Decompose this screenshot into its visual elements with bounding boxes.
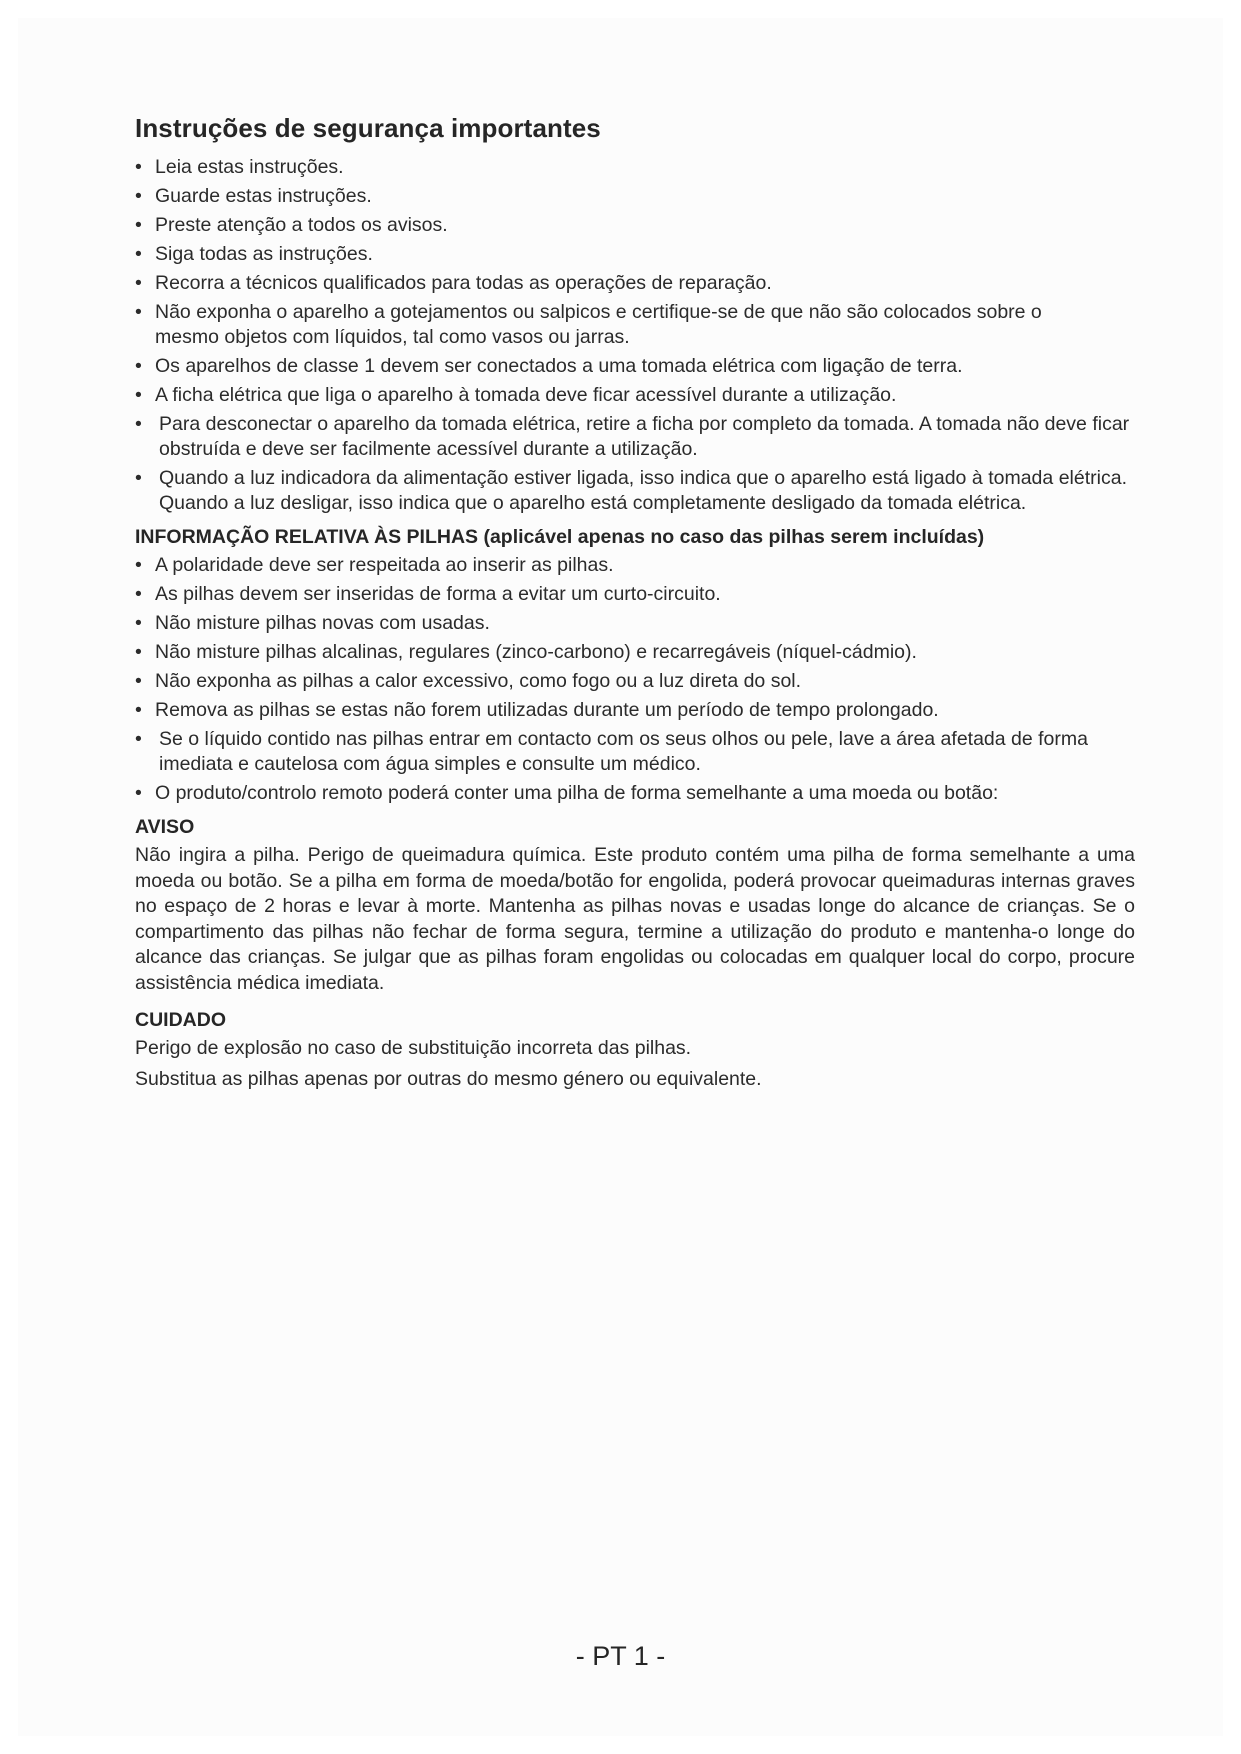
page-title: Instruções de segurança importantes [135, 113, 601, 143]
list-item: • Quando a luz indicadora da alimentação estiver ligada, isso indica que o aparelho está ligado à tomada elétrica. Quando a luz desligar, isso indica que o aparelho está completamente desligado da tomada elétrica. [135, 466, 1135, 516]
battery-info-list [135, 553, 1135, 806]
battery-info-heading: INFORMAÇÃO RELATIVA ÀS PILHAS (aplicável apenas no caso das pilhas serem incluídas) [135, 526, 985, 548]
list-item: • Guarde estas instruções. [135, 184, 1135, 209]
warning-text: Não ingira a pilha. Perigo de queimadura química. Este produto contém uma pilha de forma semelhante a uma moeda ou botão. Se a pilha em forma de moeda/botão for engolida, poderá provocar queimaduras internas graves no espaço de 2 horas e levar à morte. Mantenha as pilhas novas e usadas longe do alcance de crianças. Se o compartimento das pilhas não fechar de forma segura, termine a utilização do produto e mantenha-o longe do alcance das crianças. Se julgar que as pilhas foram engolidas ou colocadas em qualquer local do corpo, procure assistência médica imediata. [135, 844, 1135, 994]
list-item: • As pilhas devem ser inseridas de forma a evitar um curto-circuito. [135, 582, 1135, 607]
list-item: • Se o líquido contido nas pilhas entrar em contacto com os seus olhos ou pele, lave a área afetada de forma imediata e cautelosa com água simples e consulte um médico. [135, 727, 1135, 777]
caution-line: Perigo de explosão no caso de substituição incorreta das pilhas. [135, 1037, 692, 1059]
list-item: • Preste atenção a todos os avisos. [135, 213, 1135, 238]
list-item: • A polaridade deve ser respeitada ao inserir as pilhas. [135, 553, 1135, 578]
safety-instructions-list [135, 155, 1135, 516]
list-item: • O produto/controlo remoto poderá conter uma pilha de forma semelhante a uma moeda ou botão: [135, 781, 1135, 806]
list-item: • Remova as pilhas se estas não forem utilizadas durante um período de tempo prolongado. [135, 698, 1135, 723]
warning-heading: AVISO [135, 816, 195, 838]
list-item: • Siga todas as instruções. [135, 242, 1135, 267]
list-item: • A ficha elétrica que liga o aparelho à tomada deve ficar acessível durante a utilização. [135, 383, 1135, 408]
page-number: - PT 1 - [575, 1641, 666, 1671]
list-item: • Recorra a técnicos qualificados para todas as operações de reparação. [135, 271, 1135, 296]
list-item: • Não misture pilhas alcalinas, regulares (zinco-carbono) e recarregáveis (níquel-cádmio). [135, 640, 1135, 665]
document-body [135, 113, 1135, 1097]
list-item: • Não exponha o aparelho a gotejamentos ou salpicos e certifique-se de que não são colocados sobre o mesmo objetos com líquidos, tal como vasos ou jarras. [135, 300, 1135, 350]
list-item: • Não exponha as pilhas a calor excessivo, como fogo ou a luz direta do sol. [135, 669, 1135, 694]
list-item: • Não misture pilhas novas com usadas. [135, 611, 1135, 636]
list-item: • Para desconectar o aparelho da tomada elétrica, retire a ficha por completo da tomada. A tomada não deve ficar obstruída e deve ser facilmente acessível durante a utilização. [135, 412, 1135, 462]
caution-line: Substitua as pilhas apenas por outras do mesmo género ou equivalente. [135, 1067, 762, 1090]
list-item: • Os aparelhos de classe 1 devem ser conectados a uma tomada elétrica com ligação de terra. [135, 354, 1135, 379]
caution-heading: CUIDADO [135, 1009, 226, 1031]
list-item: • Leia estas instruções. [135, 155, 1135, 180]
